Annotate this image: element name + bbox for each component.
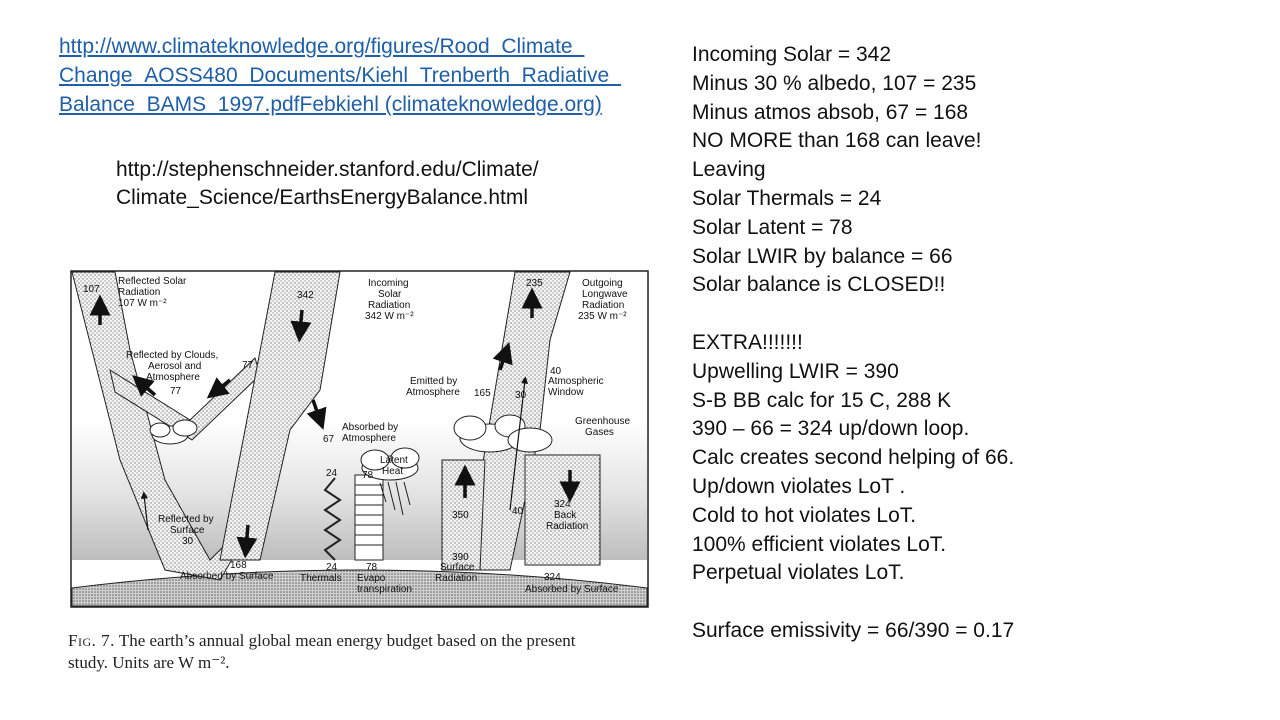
label-thermals: Thermals [300, 573, 342, 584]
energy-budget-diagram [70, 270, 650, 610]
energy-balance-notes [692, 41, 1014, 646]
note-line: NO MORE than 168 can leave! [692, 129, 982, 153]
value-67: 67 [323, 434, 335, 445]
note-line: Leaving [692, 158, 766, 182]
note-line: Minus atmos absob, 67 = 168 [692, 100, 969, 124]
label-outgoing-4: 235 W m⁻² [578, 311, 627, 322]
value-24-b: 24 [326, 562, 338, 573]
note-line: S-B BB calc for 15 C, 288 K [692, 388, 952, 412]
note-line: Solar LWIR by balance = 66 [692, 244, 953, 268]
source-link-line-2[interactable]: Change_AOSS480_Documents/Kiehl_Trenberth_Radiative_ [59, 64, 621, 87]
note-line: Solar balance is CLOSED!! [692, 273, 946, 297]
label-back-2: Radiation [546, 521, 589, 532]
caption-fig-number: Fig. 7. [68, 631, 115, 650]
note-line: Incoming Solar = 342 [692, 43, 892, 66]
label-back-1: Back [554, 510, 577, 521]
note-line: Cold to hot violates LoT. [692, 503, 917, 527]
value-40-b: 40 [512, 506, 524, 517]
label-incoming-1: Incoming [368, 278, 409, 289]
label-window-1: Atmospheric [548, 376, 604, 387]
label-surface-rad-1: Surface [440, 562, 475, 573]
value-40-a: 40 [550, 366, 562, 377]
label-reflected-solar-2: Radiation [118, 287, 161, 298]
label-greenhouse-2: Gases [585, 427, 614, 438]
note-line: Minus 30 % albedo, 107 = 235 [692, 71, 977, 95]
note-line: 390 – 66 = 324 up/down loop. [692, 417, 970, 441]
label-outgoing-1: Outgoing [582, 278, 623, 289]
label-greenhouse-1: Greenhouse [575, 416, 631, 427]
label-incoming-2: Solar [378, 289, 402, 300]
note-line: Perpetual violates LoT. [692, 561, 905, 585]
source-link-line-3[interactable]: Balance_BAMS_1997.pdfFebkiehl (climateknowledge.org) [59, 93, 602, 116]
note-line: EXTRA!!!!!!! [692, 330, 803, 354]
note-line-emissivity: Surface emissivity = 66/390 = 0.17 [692, 618, 1015, 642]
note-line: Solar Latent = 78 [692, 215, 853, 239]
source-link-climateknowledge[interactable] [59, 32, 659, 119]
source-url-stanford [116, 156, 539, 212]
note-spacer [692, 588, 1014, 617]
label-ref-surface-2: Surface [170, 525, 205, 536]
label-absorbed-surface-right: Absorbed by Surface [525, 584, 619, 595]
label-emitted-1: Emitted by [410, 376, 458, 387]
note-spacer [692, 300, 1014, 329]
note-line: Upwelling LWIR = 390 [692, 359, 899, 383]
note-line: Solar Thermals = 24 [692, 186, 882, 210]
label-absorbed-surface-left: Absorbed by Surface [180, 571, 274, 582]
value-30-b: 30 [182, 536, 194, 547]
caption-line-2: study. Units are W m⁻². [68, 653, 230, 672]
value-342: 342 [297, 290, 314, 301]
label-emitted-2: Atmosphere [406, 387, 460, 398]
note-line: 100% efficient violates LoT. [692, 532, 947, 556]
label-outgoing-3: Radiation [582, 300, 625, 311]
caption-text-1: The earth’s annual global mean energy budget based on the present [114, 631, 576, 650]
figure-caption [68, 630, 658, 674]
note-line: Up/down violates LoT . [692, 474, 906, 498]
label-reflected-solar: Reflected Solar [118, 276, 187, 287]
label-window-2: Window [548, 387, 584, 398]
value-165: 165 [474, 388, 491, 399]
label-clouds-2: Aerosol and [148, 361, 202, 372]
source-link-line-1[interactable]: http://www.climateknowledge.org/figures/Rood_Climate_ [59, 35, 585, 58]
value-77-a: 77 [242, 360, 254, 371]
label-reflected-solar-3: 107 W m⁻² [118, 298, 167, 309]
label-incoming-3: Radiation [368, 300, 411, 311]
value-77-b: 77 [170, 386, 182, 397]
label-clouds-3: Atmosphere [146, 372, 200, 383]
caption-line-1 [68, 630, 658, 652]
value-390: 390 [452, 552, 469, 563]
source-url-line-2: Climate_Science/EarthsEnergyBalance.html [116, 186, 529, 209]
note-line: Calc creates second helping of 66. [692, 446, 1015, 470]
value-30-a: 30 [515, 390, 527, 401]
label-incoming-4: 342 W m⁻² [365, 311, 414, 322]
value-24: 24 [326, 468, 338, 479]
label-absorbed-atmos-2: Atmosphere [342, 433, 396, 444]
value-235: 235 [526, 278, 543, 289]
value-324-b: 324 [544, 572, 561, 583]
value-168: 168 [230, 560, 247, 571]
label-outgoing-2: Longwave [582, 289, 628, 300]
value-350: 350 [452, 510, 469, 521]
label-evapo-2: transpiration [357, 584, 413, 595]
value-78-b: 78 [366, 562, 378, 573]
label-latent-1: Latent [380, 455, 408, 466]
label-latent-2: Heat [382, 466, 404, 477]
label-absorbed-atmos-1: Absorbed by [342, 422, 399, 433]
label-surface-rad-2: Radiation [435, 573, 478, 584]
value-324-a: 324 [554, 499, 571, 510]
label-clouds-1: Reflected by Clouds, [126, 350, 219, 361]
label-evapo-1: Evapo [357, 573, 386, 584]
label-ref-surface-1: Reflected by [158, 514, 214, 525]
source-url-line-1: http://stephenschneider.stanford.edu/Climate/ [116, 158, 539, 181]
value-107: 107 [83, 284, 100, 295]
value-78: 78 [362, 470, 374, 481]
latent-heat-column [355, 475, 383, 560]
